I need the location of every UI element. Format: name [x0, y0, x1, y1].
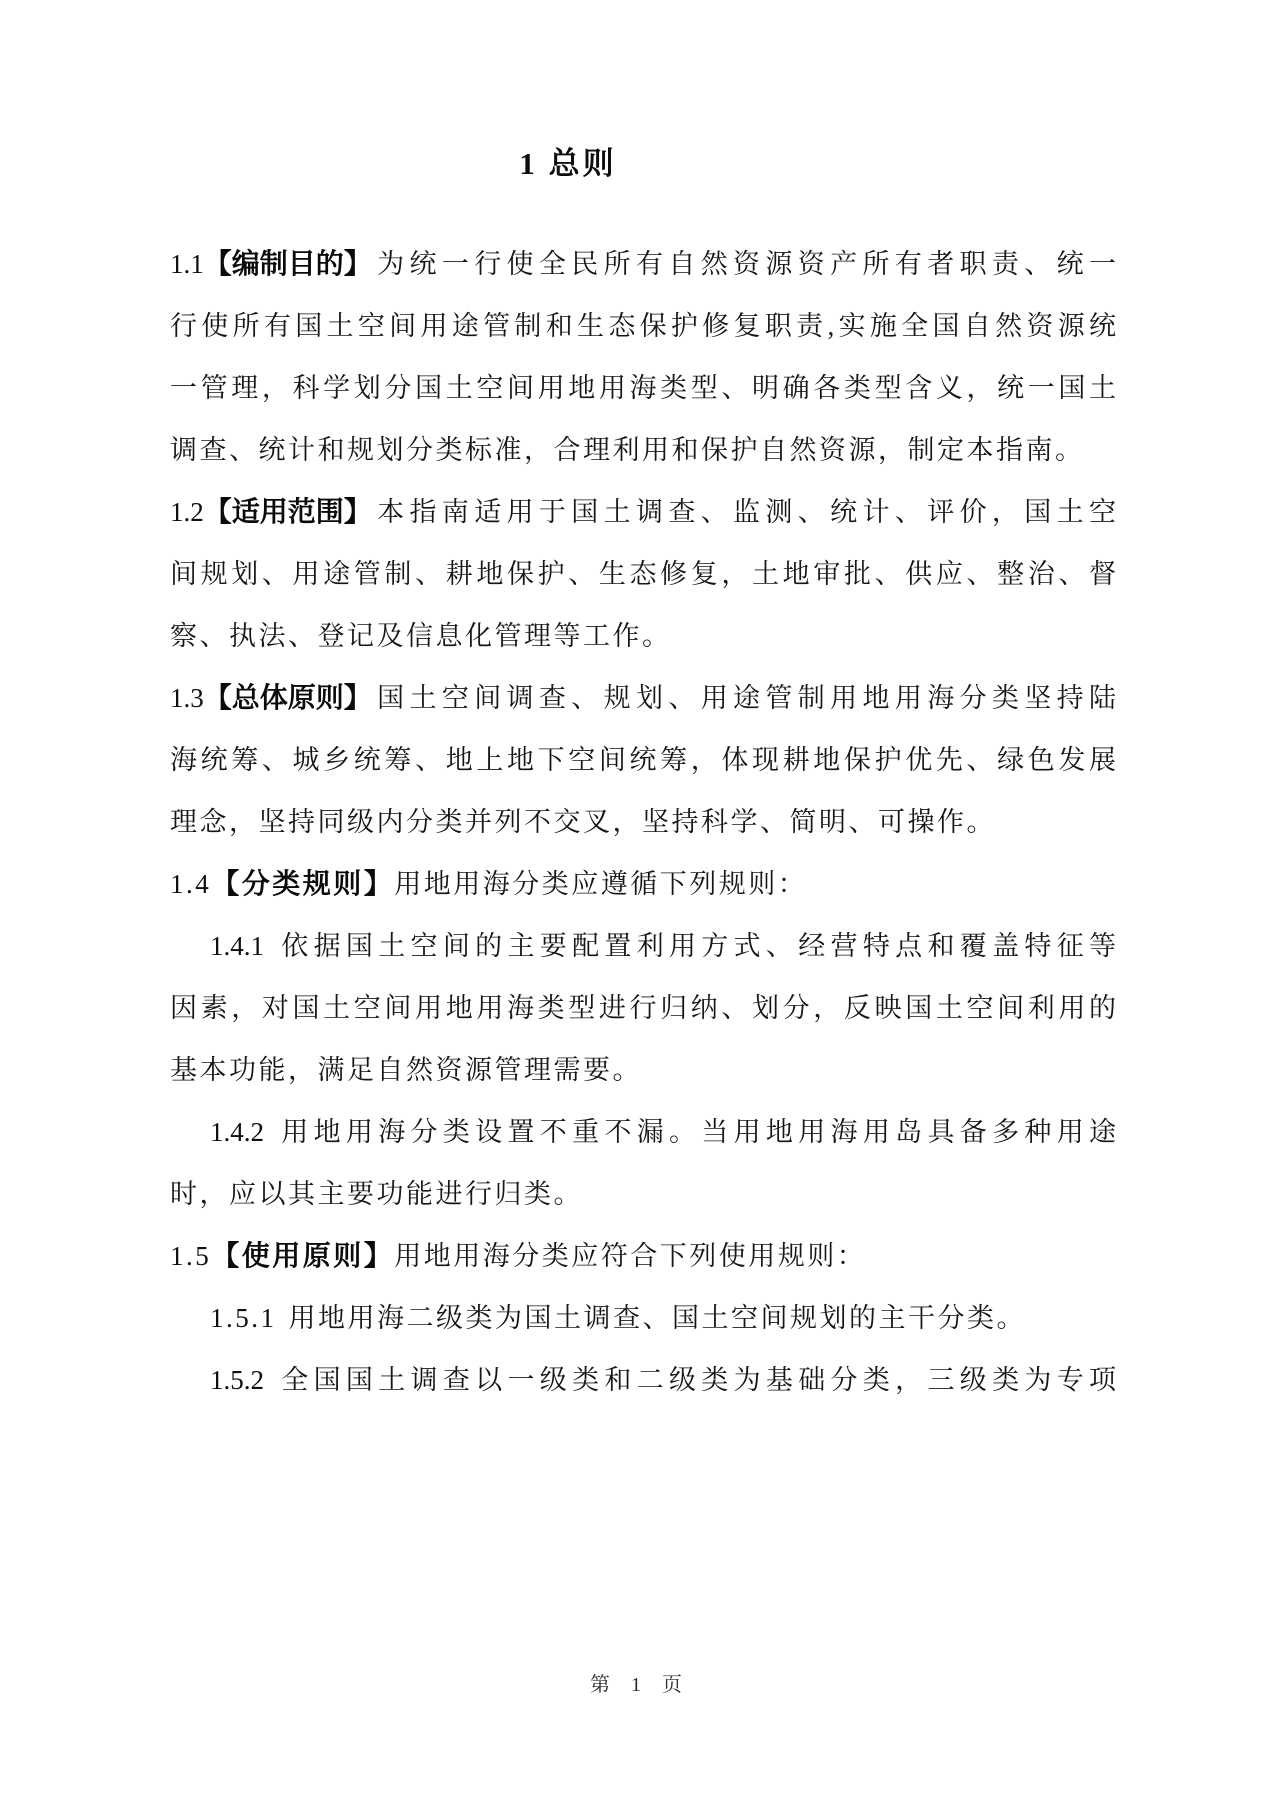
- text-line: 一管理，科学划分国土空间用地用海类型、明确各类型含义，统一国土: [170, 373, 1116, 403]
- section-number: 1.5: [170, 1241, 212, 1271]
- page-number-footer: 第 1 页: [590, 1674, 690, 1696]
- section-number: 1.4: [170, 869, 212, 899]
- section-1-5-1: [170, 1287, 1116, 1349]
- text-line: [170, 1101, 1116, 1163]
- section-1-4: [170, 853, 1116, 915]
- section-number: 1.1: [170, 249, 204, 279]
- text-line: [170, 915, 1116, 977]
- section-1-1: [170, 233, 1116, 481]
- section-1-5: [170, 1225, 1116, 1287]
- section-number: 1.5.2: [210, 1365, 264, 1395]
- section-number: 1.4.1: [210, 931, 264, 961]
- text-line: 行使所有国土空间用途管制和生态保护修复职责,实施全国自然资源统: [170, 311, 1116, 341]
- text-line: 海统筹、城乡统筹、地上地下空间统筹，体现耕地保护优先、绿色发展: [170, 745, 1116, 775]
- text-line: [170, 1225, 1116, 1287]
- text-line: [170, 233, 1116, 295]
- text-run: 用地用海分类应符合下列使用规则：: [394, 1241, 867, 1271]
- section-number-label: [170, 233, 372, 295]
- section-number: 1.4.2: [210, 1117, 264, 1147]
- text-line: 时，应以其主要功能进行归类。: [170, 1179, 583, 1209]
- section-label: 【使用原则】: [211, 1240, 395, 1271]
- text-line: 调查、统计和规划分类标准，合理利用和保护自然资源，制定本指南。: [170, 435, 1085, 465]
- section-number: 1.3: [170, 683, 204, 713]
- section-label: 【总体原则】: [203, 682, 372, 713]
- text-line: [170, 1349, 1116, 1411]
- text-line: 理念，坚持同级内分类并列不交叉，坚持科学、简明、可操作。: [170, 807, 996, 837]
- section-label: 【分类规则】: [211, 868, 395, 899]
- text-line: 察、执法、登记及信息化管理等工作。: [170, 621, 672, 651]
- text-line: [170, 481, 1116, 543]
- section-1-2: [170, 481, 1116, 667]
- section-label: 【编制目的】: [203, 248, 372, 279]
- section-1-4-2: [170, 1101, 1116, 1225]
- section-number-label: [170, 667, 372, 729]
- text-line: [170, 853, 1116, 915]
- text-run: 用地用海二级类为国土调查、国土空间规划的主干分类。: [288, 1303, 1026, 1333]
- document-content: [170, 133, 1116, 1411]
- section-1-3: [170, 667, 1116, 853]
- text-line: [170, 1287, 1116, 1349]
- section-label: 【适用范围】: [203, 496, 372, 527]
- section-number-label: [170, 481, 372, 543]
- section-number: 1.5.1: [210, 1303, 277, 1333]
- text-run: 国土空间调查、规划、用途管制用地用海分类坚持陆: [371, 683, 1116, 713]
- text-run: 依据国土空间的主要配置利用方式、经营特点和覆盖特征等: [276, 931, 1116, 961]
- text-run: 用地用海分类设置不重不漏。当用地用海用岛具备多种用途: [276, 1117, 1116, 1147]
- text-line: 因素，对国土空间用地用海类型进行归纳、划分，反映国土空间利用的: [170, 993, 1116, 1023]
- text-run: 全国国土调查以一级类和二级类为基础分类，三级类为专项: [276, 1365, 1116, 1395]
- text-run: 本指南适用于国土调查、监测、统计、评价，国土空: [371, 497, 1116, 527]
- section-number-label: [170, 1225, 394, 1287]
- section-1-4-1: [170, 915, 1116, 1101]
- text-run: 为统一行使全民所有自然资源资产所有者职责、统一: [371, 249, 1116, 279]
- text-run: 用地用海分类应遵循下列规则：: [394, 869, 808, 899]
- text-line: 间规划、用途管制、耕地保护、生态修复，土地审批、供应、整治、督: [170, 559, 1116, 589]
- text-line: 基本功能，满足自然资源管理需要。: [170, 1055, 642, 1085]
- section-number-label: [170, 853, 394, 915]
- section-number: 1.2: [170, 497, 204, 527]
- section-1-5-2: [170, 1349, 1116, 1411]
- chapter-heading: 1 总则: [519, 146, 617, 181]
- text-line: [170, 667, 1116, 729]
